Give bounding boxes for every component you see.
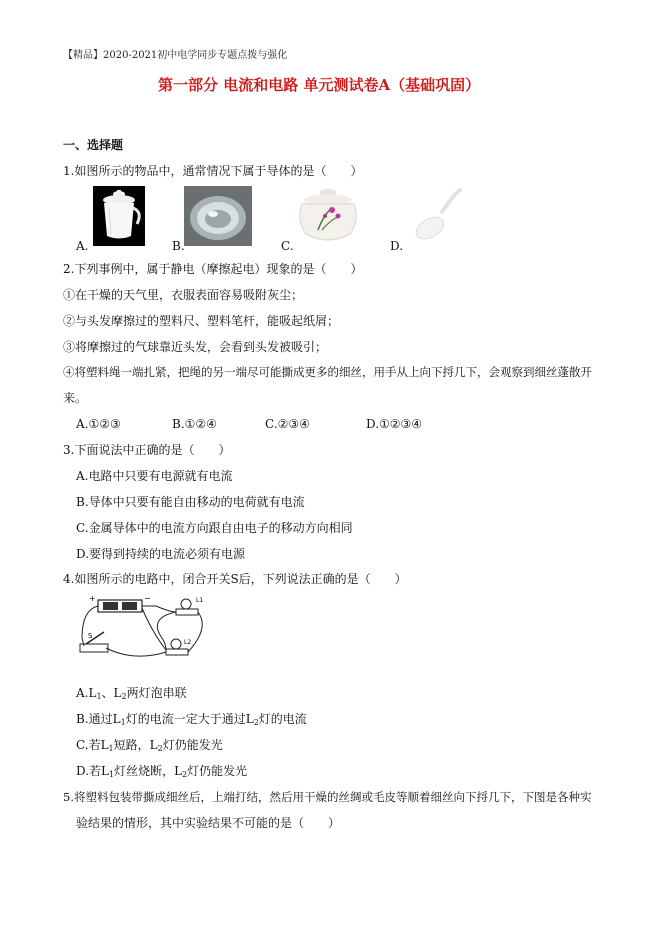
- q3-option-d: D.要得到持续的电流必须有电源: [76, 547, 246, 561]
- q3-option-c: C.金属导体中的电流方向跟自由电子的移动方向相同: [76, 521, 353, 535]
- q1-option-a-label: A.: [76, 239, 89, 253]
- bulb-l1-icon: [181, 599, 191, 609]
- q4-option-b: B.通过$L_1$灯的电流一定大于通过$L_2$灯的电流: [76, 712, 307, 727]
- q3-option-b: B.导体中只要有能自由移动的电荷就有电流: [76, 495, 305, 509]
- q5-stem-line2: 验结果的情形，其中实验结果不可能的是（ ）: [76, 816, 341, 830]
- q3-option-a: A.电路中只要有电源就有电流: [76, 469, 233, 483]
- q3-stem: 3.下面说法中正确的是（ ）: [63, 443, 231, 457]
- ceramic-pot-image: [294, 186, 362, 246]
- q2-item-2: ②与头发摩擦过的塑料尺、塑料笔杆，能吸起纸屑；: [63, 314, 340, 328]
- q1-option-c-label: C.: [281, 239, 294, 253]
- steel-bowl-image: [184, 186, 252, 246]
- bulb-l2-label: L2: [184, 639, 192, 646]
- q4-option-c: C.若$L_1$短路，$L_2$灯仍能发光: [76, 738, 223, 753]
- ceramic-spoon-image: [404, 186, 464, 246]
- q2-option-a: A.①②③: [76, 417, 121, 431]
- q2-item-1: ①在干燥的天气里，衣服表面容易吸附灰尘；: [63, 288, 304, 302]
- q1-stem: 1.如图所示的物品中，通常情况下属于导体的是（ ）: [63, 164, 363, 178]
- q2-item-4: ④将塑料绳一端扎紧，把绳的另一端尽可能撕成更多的细丝，用手从上向下捋几下，会观察到细丝蓬散开: [63, 365, 592, 379]
- q5-stem-line1: 5.将塑料包装带撕成细丝后，上端打结，然后用干燥的丝绸或毛皮等顺着细丝向下捋几下，下图是各种实: [63, 790, 592, 804]
- document-title: 第一部分 电流和电路 单元测试卷A（基础巩固）: [158, 76, 481, 94]
- q2-stem: 2.下列事例中，属于静电（摩擦起电）现象的是（ ）: [63, 262, 363, 276]
- document-header: 【精品】2020-2021初中电学同步专题点拨与强化: [63, 50, 288, 61]
- bulb-l1-label: L1: [196, 597, 204, 604]
- section-heading: 一、选择题: [63, 138, 124, 152]
- q1-option-b-label: B.: [172, 239, 185, 253]
- switch-label: S: [88, 632, 93, 640]
- q4-option-d: D.若$L_1$灯丝烧断，$L_2$灯仍能发光: [76, 764, 248, 779]
- q4-circuit-diagram: [78, 592, 216, 668]
- q1-option-d-label: D.: [390, 239, 404, 253]
- q2-option-b: B.①②④: [172, 417, 217, 431]
- q4-stem: 4.如图所示的电路中，闭合开关S后，下列说法正确的是（ ）: [63, 572, 407, 586]
- teacup-image: [93, 186, 145, 246]
- q4-option-a: $A.L_1$、$L_2$两灯泡串联: [76, 686, 187, 701]
- q2-option-c: C.②③④: [265, 417, 310, 431]
- q2-item-3: ③将摩擦过的气球靠近头发，会看到头发被吸引；: [63, 340, 328, 354]
- battery-minus-label: −: [144, 594, 151, 603]
- battery-plus-label: +: [89, 594, 96, 603]
- bulb-l2-icon: [171, 639, 181, 649]
- q2-item-4-cont: 来。: [63, 391, 88, 405]
- q2-option-d: D.①②③④: [366, 417, 423, 431]
